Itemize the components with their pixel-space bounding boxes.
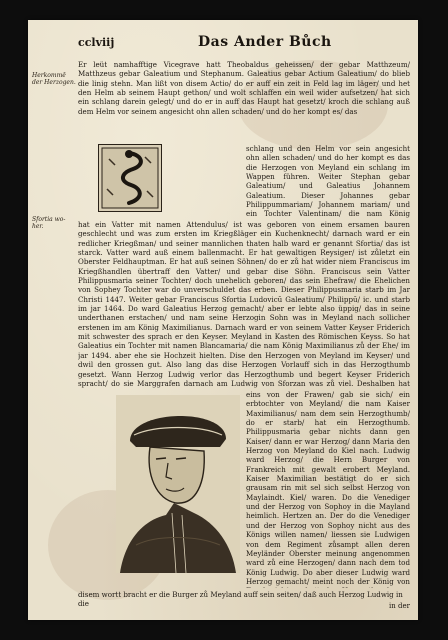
running-title: Das Ander Bůch <box>198 34 332 50</box>
portrait-woodcut <box>116 395 240 573</box>
margin-note-sfortia: Sfortia wo-her. <box>32 216 66 231</box>
text-block-right: eins von der Frawen/ gab sie sich/ ein erbtochter von Meyland/ die nam Kaiser Maximilianus/ nam dem sein Herzogthumb/ do er starb/ hat ein Herzogthumb. Philippusmaria gebar nichts dann gen Kaiser/ dann er war Herzog/ dann Maria den Herzog von Meyland do Kiel nach. Ludwig ward Herzog/ die Hern Burger von Frankreich mit gewalt erobert Meyland. Kaiser Maximilian bestätigt do er sich grausam rin mit sel sich selbst Herzog von Maylaindt. Kiel/ waren. Do die Venediger und der Herzog von Sophoy in die Mayland heimlich. Hertzen an. Der do die Venediger und der Herzog von Sophoy nicht aus des Königs willen namen/ liessen sie Ludwigen von dem Regiment zůsampt allen deren Meyländer Oberster meinung angenommen ward zů eine Herzogen/ dann nach dem tod König Ludwig. Do aber dieser Ludwig ward Herzog gemacht/ meint noch der König von <box>246 390 410 586</box>
page-header <box>78 34 408 54</box>
initial-woodcut-serpent <box>98 144 162 212</box>
text-block-wrap: schlang und den Helm vor sein angesicht ohn allen schaden/ und do her kompt es das die Herzogen von Meyland ein schlang im Wappen führen. Weiter Stephan gebar Galeatium/ und Galeatius Johannem Galeatium. Dieser Johannes gebar Philippummariam/ Johannem mariam/ und ein Tochter Valentinam/ die nam König <box>246 144 410 219</box>
catchword: in der <box>389 602 410 610</box>
serpent-icon <box>99 145 161 211</box>
book-page <box>28 20 418 620</box>
text-block-main: hat ein Vatter mit namen Attendulus/ ist was geboren von einem ersamen bauren geschlecht und was zum ersten im Kriegßläger ein Kuchenknecht/ darnach ward er ein redlicher Kriegßman/ und seiner mannlichen thaten halb ward er genannt Sfortia/ das ist starck. Vatter ward auß einem ballenmacht. Er hat gewaltigen Reysiger/ ist zůletzt ein Oberster Feldhauptman. Er hat auß seinen Söhnen/ do er zů hat wider niem Franciscus im Kriegßhandlen übertraff den Vatter/ und gebar dise Söhn. Franciscus sein Vatter Philippusmaria seiner Tochter/ doch unehelich geboren/ das sein Ehefraw/ die Ehelichen von Sophey Tochter war do unverschuldet das erben. Dieser Philippusmaria starb im Jar Christi 1447. Weiter gebar Franciscus Sfortia Ludovicū Galeatium/ Philippū/ ic. und starb im jar 1464. Do ward Galeatius Herzog gemacht/ aber er lebte also üppig/ das in seine underthanen erstachen/ und nam seine Herzogin Sohn was in Meyland nach sollicher erstenen im am König Maximilianus. Darnach ward er von seinem Vatter Keyser Friderich mit schwester des sprach er den Keyser. Meyland in Kasten des Römischen Keyss. So hat Galeatius ein Tochter mit namen Blancamaria/ die nam König Maximilianus zů der Ehe/ im jar 1494. aber ehe sie Hochzeit hielten. Dise den Herzogen von Meyland im Keyser/ und dwil den grossen gut. Also lang das dise Herzogen Vorlauff sich in das Herzogthumb gesetzt. Wann Herzog Ludwig verlor das Herzogthumb und begert Keyser Friderich spracht/ do sie Marggrafen darnach am Ludwig von Sforzan was zů viel. Deshalben hat <box>78 220 410 388</box>
text-block-top: Er leüt namhafftige Vicegrave hatt Theobaldus geheissen/ der gebar Matthzeum/ Matthzeus gebar Galeatium und Stephanum. Galeatius gebar Actium Galeatium/ do blieb die linig stehn. Man lißt von disem Actio/ do er auff ein zeit in Feld lag im läger/ und het den Helm ab seinem Haupt gethon/ und wolt schlaffen ein weil wider aufsetzen/ hat sich ein schlang darein gelegt/ und do er in auff das Haupt hat gesetzt/ kroch die schlang auß dem Helm vor seinem angesicht ohn allen schaden/ und do her kompt es/ das <box>78 60 410 116</box>
text-block-footer: disem wortt bracht er die Burger zů Meyland auff sein seiten/ daß auch Herzog Ludwig in die <box>78 590 403 609</box>
portrait-of-duke-icon <box>116 395 240 573</box>
folio-number: cclviij <box>78 36 115 49</box>
margin-note-origin: Herkommē der Herzogen. <box>32 72 76 87</box>
